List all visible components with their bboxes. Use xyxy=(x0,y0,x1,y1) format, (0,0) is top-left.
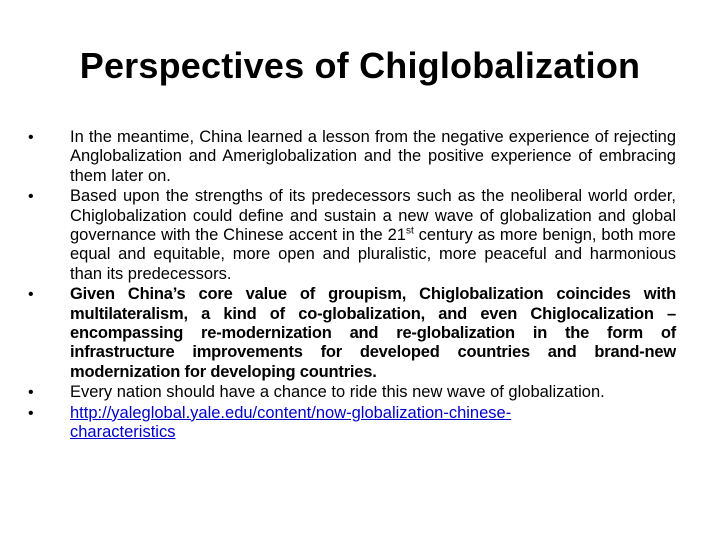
bullet-text: Every nation should have a chance to ride this new wave of globalization. xyxy=(70,383,605,402)
slide-title: Perspectives of Chiglobalization xyxy=(79,45,641,86)
bullet-item xyxy=(28,285,676,382)
bullet-dot: • xyxy=(28,188,34,206)
bullet-item xyxy=(28,383,676,402)
ordinal-superscript: st xyxy=(405,225,414,237)
source-link-line1: http://yaleglobal.yale.edu/content/now-globalization-chinese- xyxy=(70,403,512,422)
bullet-dot: • xyxy=(28,129,34,146)
bullet-text: In the meantime, China learned a lesson from the negative experience of rejecting Anglobalization and Ameriglobalization and the positive experience of embracing them later on. xyxy=(70,128,676,185)
bullet-dot: • xyxy=(28,404,34,422)
bullet-text-part: Based upon the strengths of its predecessors such as the neoliberal world order, Chiglobalization could define and sustain a new wave of globalization and global governance with the Chinese accent in the 21 xyxy=(70,187,676,245)
bullet-list xyxy=(28,128,676,444)
source-link[interactable] xyxy=(70,404,676,443)
bullet-item xyxy=(28,187,676,284)
bullet-dot: • xyxy=(28,286,34,304)
source-link-line2: characteristics xyxy=(70,423,176,442)
bullet-text: Given China’s core value of groupism, Chiglobalization coincides with multilateralism, a kind of co-globalization, and even Chiglocalization – encompassing re-modernization and re-globalization in the form of infrastructure improvements for developed countries and brand-new modernization for developing countries. xyxy=(70,285,676,381)
bullet-text-part: century as more benign, both more equal and equitable, more open and pluralistic, more peaceful and harmonious than its predecessors. xyxy=(70,226,676,283)
bullet-dot: • xyxy=(28,384,34,402)
bullet-link-wrapper xyxy=(70,404,676,443)
bullet-item xyxy=(28,404,676,443)
bullet-text xyxy=(70,187,676,283)
bullet-item xyxy=(28,128,676,186)
